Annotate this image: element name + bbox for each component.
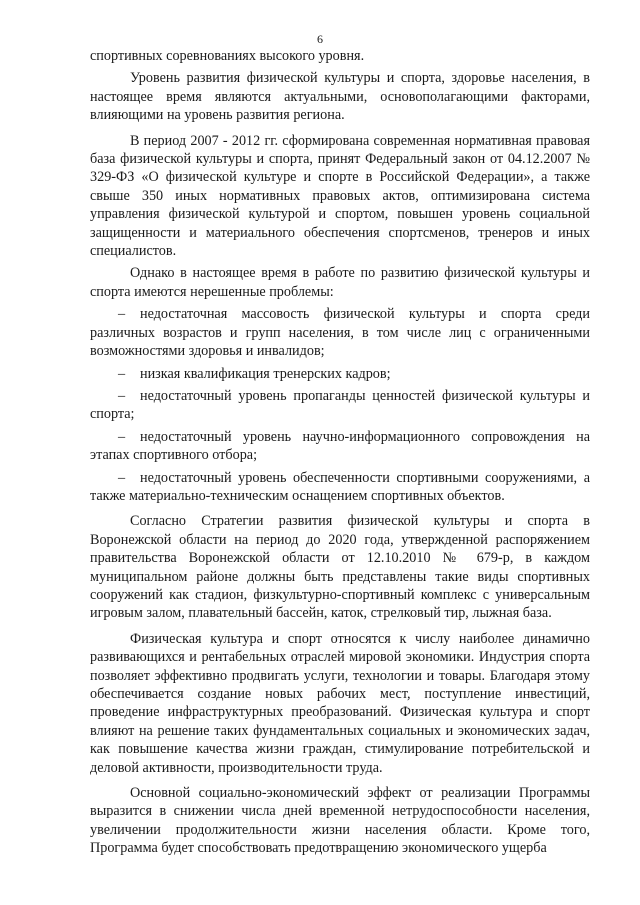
page-number: 6	[317, 32, 323, 46]
paragraph: Основной социально-экономический эффект от реализации Программы выразится в снижении числа дней временной нетрудоспособности населения, увеличении продолжительности жизни населения области. Кроме того, Программа будет способствовать предотвращению экономического ущерба	[90, 785, 590, 857]
dash-marker: –	[118, 306, 126, 323]
document-body	[90, 47, 590, 858]
list-item-text: недостаточный уровень обеспеченности спортивными сооружениями, а также материально-техническим оснащением спортивных объектов.	[90, 469, 590, 504]
list-item	[90, 365, 590, 383]
paragraph: Уровень развития физической культуры и спорта, здоровье населения, в настоящее время являются актуальными, основополагающими факторами, влияющими на уровень развития региона.	[90, 70, 590, 124]
paragraph: Физическая культура и спорт относятся к числу наиболее динамично развивающихся и рентабельных отраслей мировой экономики. Индустрия спорта позволяет эффективно продвигать услуги, технологии и товары. Благодаря этому обеспечивается создание новых рабочих мест, поступление инвестиций, проведение инфраструктурных преобразований. Физическая культура и спорт влияют на решение таких фундаментальных социальных и экономических задач, как повышение качества жизни граждан, стимулирование потребительской и деловой активности, производительности труда.	[90, 630, 590, 776]
paragraph: Однако в настоящее время в работе по развитию физической культуры и спорта имеются нерешенные проблемы:	[90, 265, 590, 300]
list-item-text: недостаточный уровень пропаганды ценностей физической культуры и спорта;	[90, 387, 590, 423]
list-item-text: недостаточный уровень научно-информационного сопровождения на этапах спортивного отбора;	[90, 428, 590, 464]
paragraph: Согласно Стратегии развития физической культуры и спорта в Воронежской области на период до 2020 года, утвержденной распоряжением правительства Воронежской области от 12.10.2010 № 679-р, в каждом муниципальном районе должны быть представлены такие виды спортивных сооружений как стадион, физкультурно-спортивный комплекс с универсальным игровым залом, плавательный бассейн, каток, стрелковый тир, лыжная база.	[90, 513, 590, 622]
dash-marker: –	[118, 428, 126, 445]
list-item-text: недостаточная массовость физической культуры и спорта среди различных возрастов и групп населения, в том числе лиц с ограниченными возможностями здоровья и инвалидов;	[90, 306, 590, 360]
dash-marker: –	[118, 469, 126, 486]
list-item-text: низкая квалификация тренерских кадров;	[140, 365, 391, 382]
dash-marker: –	[118, 387, 126, 404]
paragraph: спортивных соревнованиях высокого уровня.	[90, 48, 365, 64]
list-item	[90, 305, 590, 360]
paragraph: В период 2007 - 2012 гг. сформирована современная нормативная правовая база физической культуры и спорта, принят Федеральный закон от 04.12.2007 № 329-ФЗ «О физической культуре и спорте в Российской Федерации», а также свыше 350 иных нормативных правовых актов, оптимизирована система управления физической культурой и спортом, повышен уровень социальной защищенности и материального обеспечения спортсменов, тренеров и иных специалистов.	[90, 132, 590, 260]
list-item	[90, 469, 590, 506]
list-item	[90, 387, 590, 424]
list-item	[90, 428, 590, 465]
dash-marker: –	[118, 365, 126, 382]
